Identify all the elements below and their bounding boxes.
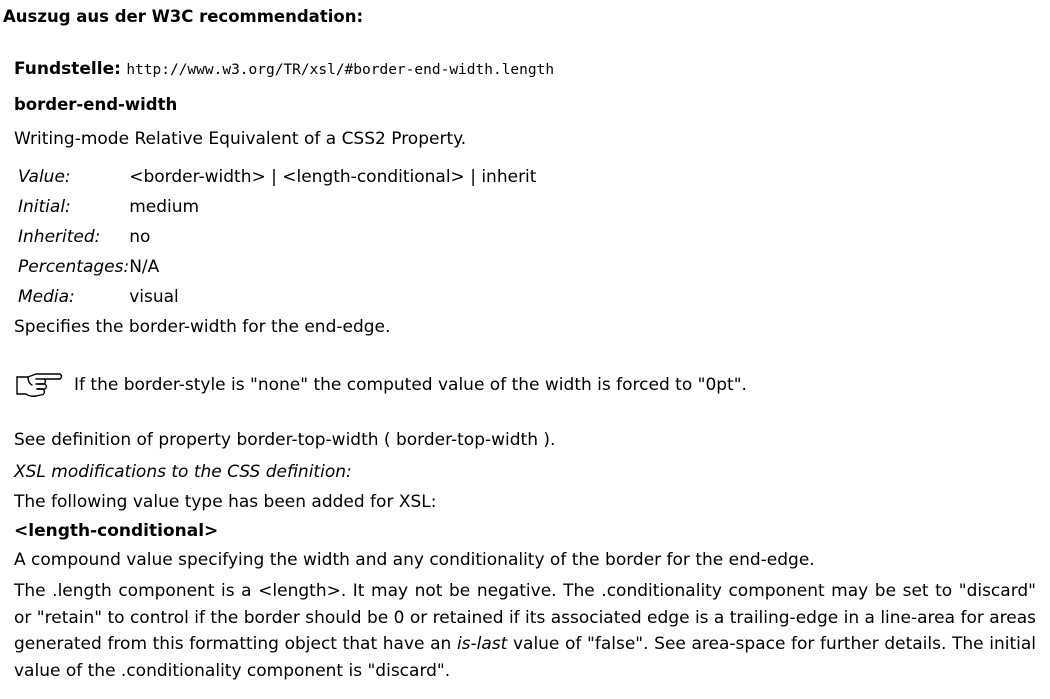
paragraph-emphasis: is-last [456, 634, 508, 654]
table-row [18, 162, 536, 192]
note [14, 371, 747, 399]
row-value: medium [129, 196, 200, 217]
row-key: Initial: [18, 196, 71, 217]
property-name: border-end-width [14, 95, 178, 114]
compound-text: A compound value specifying the width and any conditionality of the border for the end-edge. [14, 550, 815, 570]
row-key: Percentages: [18, 256, 130, 277]
source-url[interactable]: http://www.w3.org/TR/xsl/#border-end-width.length [126, 62, 555, 78]
page-heading: Auszug aus der W3C recommendation: [3, 7, 364, 26]
value-type-heading: <length-conditional> [14, 521, 219, 541]
table-row [18, 192, 536, 222]
table-row [18, 252, 536, 282]
row-key: Media: [18, 286, 75, 307]
row-value: N/A [129, 256, 160, 277]
property-subtitle: Writing-mode Relative Equivalent of a CSS2 Property. [14, 129, 467, 149]
paragraph-part-2: value of "false". See area-space for further details. The initial value of the .conditionality component is "discard". [14, 634, 1036, 681]
table-row [18, 282, 536, 312]
source-line [14, 58, 1036, 80]
description-paragraph [14, 578, 1036, 684]
row-value: <border-width> | <length-conditional> | inherit [129, 166, 537, 187]
paragraph-part-1: The .length component is a <length>. It may not be negative. The .conditionality component may be set to "discard" or "retain" to control if the border should be 0 or retained if its associated edge is a trailing-edge in a line-area for areas generated from this formatting object that have an [14, 581, 1036, 654]
pointing-hand-icon [14, 371, 64, 399]
modifications-heading: XSL modifications to the CSS definition: [14, 462, 352, 482]
table-row [18, 222, 536, 252]
property-table [18, 162, 536, 312]
specifies-text: Specifies the border-width for the end-edge. [14, 317, 391, 337]
added-text: The following value type has been added for XSL: [14, 492, 437, 512]
see-definition-text: See definition of property border-top-width ( border-top-width ). [14, 430, 556, 450]
row-value: visual [129, 286, 179, 307]
source-label: Fundstelle: [14, 59, 121, 79]
row-value: no [129, 226, 151, 247]
row-key: Value: [18, 166, 71, 187]
note-text: If the border-style is "none" the computed value of the width is forced to "0pt". [74, 374, 747, 395]
row-key: Inherited: [18, 226, 101, 247]
